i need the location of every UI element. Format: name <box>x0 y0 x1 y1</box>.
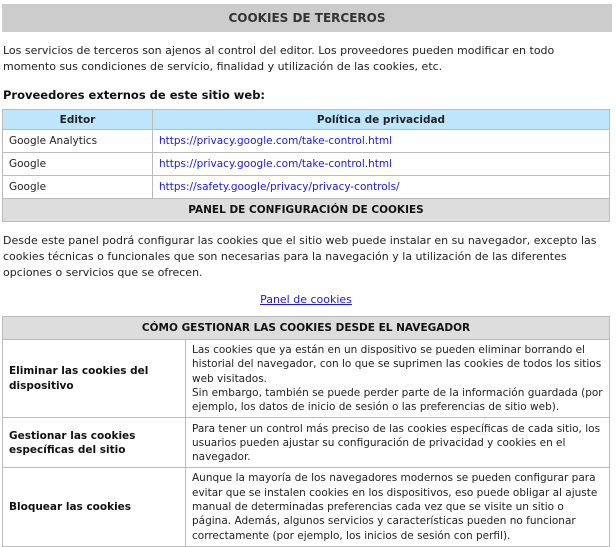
row-label: Eliminar las cookies del dispositivo <box>3 340 186 418</box>
privacy-policy-link[interactable]: https://safety.google/privacy/privacy-controls/ <box>159 181 400 193</box>
browser-cookies-table <box>2 316 610 547</box>
intro-text: Los servicios de terceros son ajenos al control del editor. Los proveedores pueden modificar en todo momento sus condiciones de servicio, finalidad y utilización de las cookies, etc. <box>3 44 555 73</box>
description-line: Para tener un control más preciso de las cookies específicas de cada sitio, los usuarios pueden ajustar su configuración de privacidad y cookies en el navegador. <box>192 422 601 464</box>
providers-table <box>2 109 610 222</box>
panel-section-header: PANEL DE CONFIGURACIÓN DE COOKIES <box>3 199 610 222</box>
table-row <box>3 153 610 176</box>
column-header-privacy-policy: Política de privacidad <box>153 110 610 130</box>
privacy-cell <box>153 176 610 199</box>
row-description <box>186 468 610 546</box>
column-header-editor: Editor <box>3 110 153 130</box>
browser-table-header-row <box>3 317 610 340</box>
privacy-policy-link[interactable]: https://privacy.google.com/take-control.html <box>159 158 393 170</box>
row-description <box>186 418 610 468</box>
description-line: Sin embargo, también se puede perder parte de la información guardada (por ejemplo, los datos de inicio de sesión o las preferencias de sitio web). <box>192 386 603 414</box>
privacy-policy-link[interactable]: https://privacy.google.com/take-control.html <box>159 135 393 147</box>
panel-description: Desde este panel podrá configurar las cookies que el sitio web puede instalar en su navegador, excepto las cookies técnicas o funcionales que son necesarias para la navegación y la utilización de las diferentes opciones o servicios que se ofrecen. <box>3 234 597 279</box>
table-row <box>3 176 610 199</box>
table-row <box>3 468 610 546</box>
page-title: COOKIES DE TERCEROS <box>2 4 612 32</box>
editor-cell: Google <box>3 153 153 176</box>
panel-link-container <box>0 293 612 306</box>
browser-table-header: CÓMO GESTIONAR LAS COOKIES DESDE EL NAVEGADOR <box>3 317 610 340</box>
cookie-panel-link[interactable]: Panel de cookies <box>260 293 352 306</box>
description-line: Las cookies que ya están en un dispositivo se pueden eliminar borrando el historial del navegador, con lo que se suprimen las cookies de todos los sitios web visitados. <box>192 344 602 385</box>
row-label: Gestionar las cookies específicas del sitio <box>3 418 186 468</box>
editor-cell: Google <box>3 176 153 199</box>
table-row <box>3 340 610 418</box>
row-description <box>186 340 610 418</box>
row-label: Bloquear las cookies <box>3 468 186 546</box>
description-line: Aunque la mayoría de los navegadores modernos se pueden configurar para evitar que se instalen cookies en los dispositivos, eso puede obligar al ajuste manual de determinadas preferencias cada vez que se visite un sitio o página. Además, algunos servicios y características pueden no funcionar correctamente (por ejemplo, los inicios de sesión con perfil). <box>192 472 598 542</box>
table-row <box>3 130 610 153</box>
privacy-cell <box>153 153 610 176</box>
privacy-cell <box>153 130 610 153</box>
panel-section-header-row <box>3 199 610 222</box>
editor-cell: Google Analytics <box>3 130 153 153</box>
table-row <box>3 418 610 468</box>
providers-heading: Proveedores externos de este sitio web: <box>3 88 266 102</box>
providers-header-row <box>3 110 610 130</box>
